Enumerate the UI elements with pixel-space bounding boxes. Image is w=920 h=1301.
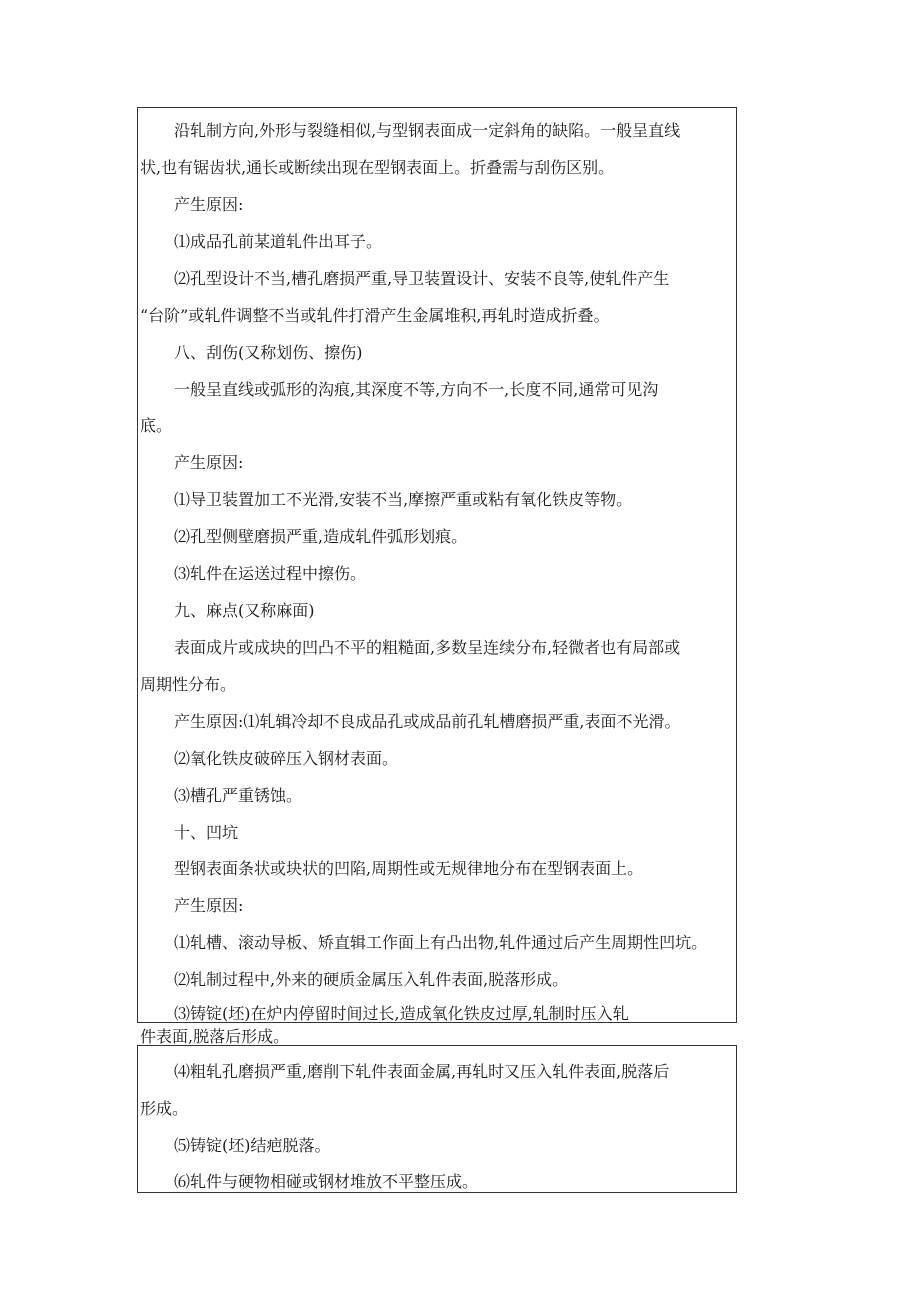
text-line: 一般呈直线或弧形的沟痕,其深度不等,方向不一,长度不同,通常可见沟 — [174, 380, 659, 399]
text-line: 底。 — [140, 416, 173, 435]
text-line: 型钢表面条状或块状的凹陷,周期性或无规律地分布在型钢表面上。 — [174, 859, 644, 878]
text-line: ⑵孔型侧壁磨损严重,造成轧件弧形划痕。 — [174, 527, 468, 546]
text-line: ⑵氧化铁皮破碎压入钢材表面。 — [174, 749, 399, 768]
text-line: 产生原因: — [174, 453, 244, 472]
text-line: 产生原因:⑴轧辑冷却不良成品孔或成品前孔轧槽磨损严重,表面不光滑。 — [174, 712, 681, 731]
text-line: 形成。 — [140, 1099, 189, 1118]
text-line: ⑴轧槽、滚动导板、矫直辑工作面上有凸出物,轧件通过后产生周期性凹坑。 — [174, 933, 708, 952]
text-line: ⑹轧件与硬物相碰或钢材堆放不平整压成。 — [174, 1172, 479, 1191]
text-line: 十、凹坑 — [174, 823, 239, 842]
text-line: ⑸铸锭(坯)结疤脱落。 — [174, 1136, 331, 1155]
text-line: 产生原因: — [174, 195, 244, 214]
text-line: 产生原因: — [174, 896, 244, 915]
text-line: ⑵轧制过程中,外来的硬质金属压入轧件表面,脱落形成。 — [174, 970, 569, 989]
text-line: ⑴导卫装置加工不光滑,安装不当,摩擦严重或粘有氧化铁皮等物。 — [174, 490, 633, 509]
text-line: 沿轧制方向,外形与裂缝相似,与型钢表面成一定斜角的缺陷。一般呈直线 — [174, 121, 681, 140]
text-line: ⑵孔型设计不当,槽孔磨损严重,导卫装置设计、安装不良等,使轧件产生 — [174, 269, 670, 288]
text-line: 周期性分布。 — [140, 675, 237, 694]
text-line: ⑶槽孔严重锈蚀。 — [174, 786, 303, 805]
text-line: 表面成片或成块的凹凸不平的粗糙面,多数呈连续分布,轻微者也有局部或 — [174, 638, 681, 657]
text-line: 九、麻点(又称麻面) — [174, 601, 315, 620]
text-line: ⑶铸锭(坯)在炉内停留时间过长,造成氧化铁皮过厚,轧制时压入轧 — [174, 1004, 629, 1023]
text-line: 八、刮伤(又称划伤、擦伤) — [174, 343, 363, 362]
text-line: ⑶轧件在运送过程中擦伤。 — [174, 564, 367, 583]
text-line: 状,也有锯齿状,通长或断续出现在型钢表面上。折叠需与刮伤区别。 — [140, 158, 615, 177]
text-line: ⑴成品孔前某道轧件出耳子。 — [174, 232, 383, 251]
text-line: ⑷粗轧孔磨损严重,磨削下轧件表面金属,再轧时又压入轧件表面,脱落后 — [174, 1062, 670, 1081]
text-line: “台阶”或轧件调整不当或轧件打滑产生金属堆积,再轧时造成折叠。 — [140, 306, 610, 325]
text-line: 件表面,脱落后形成。 — [140, 1027, 290, 1046]
